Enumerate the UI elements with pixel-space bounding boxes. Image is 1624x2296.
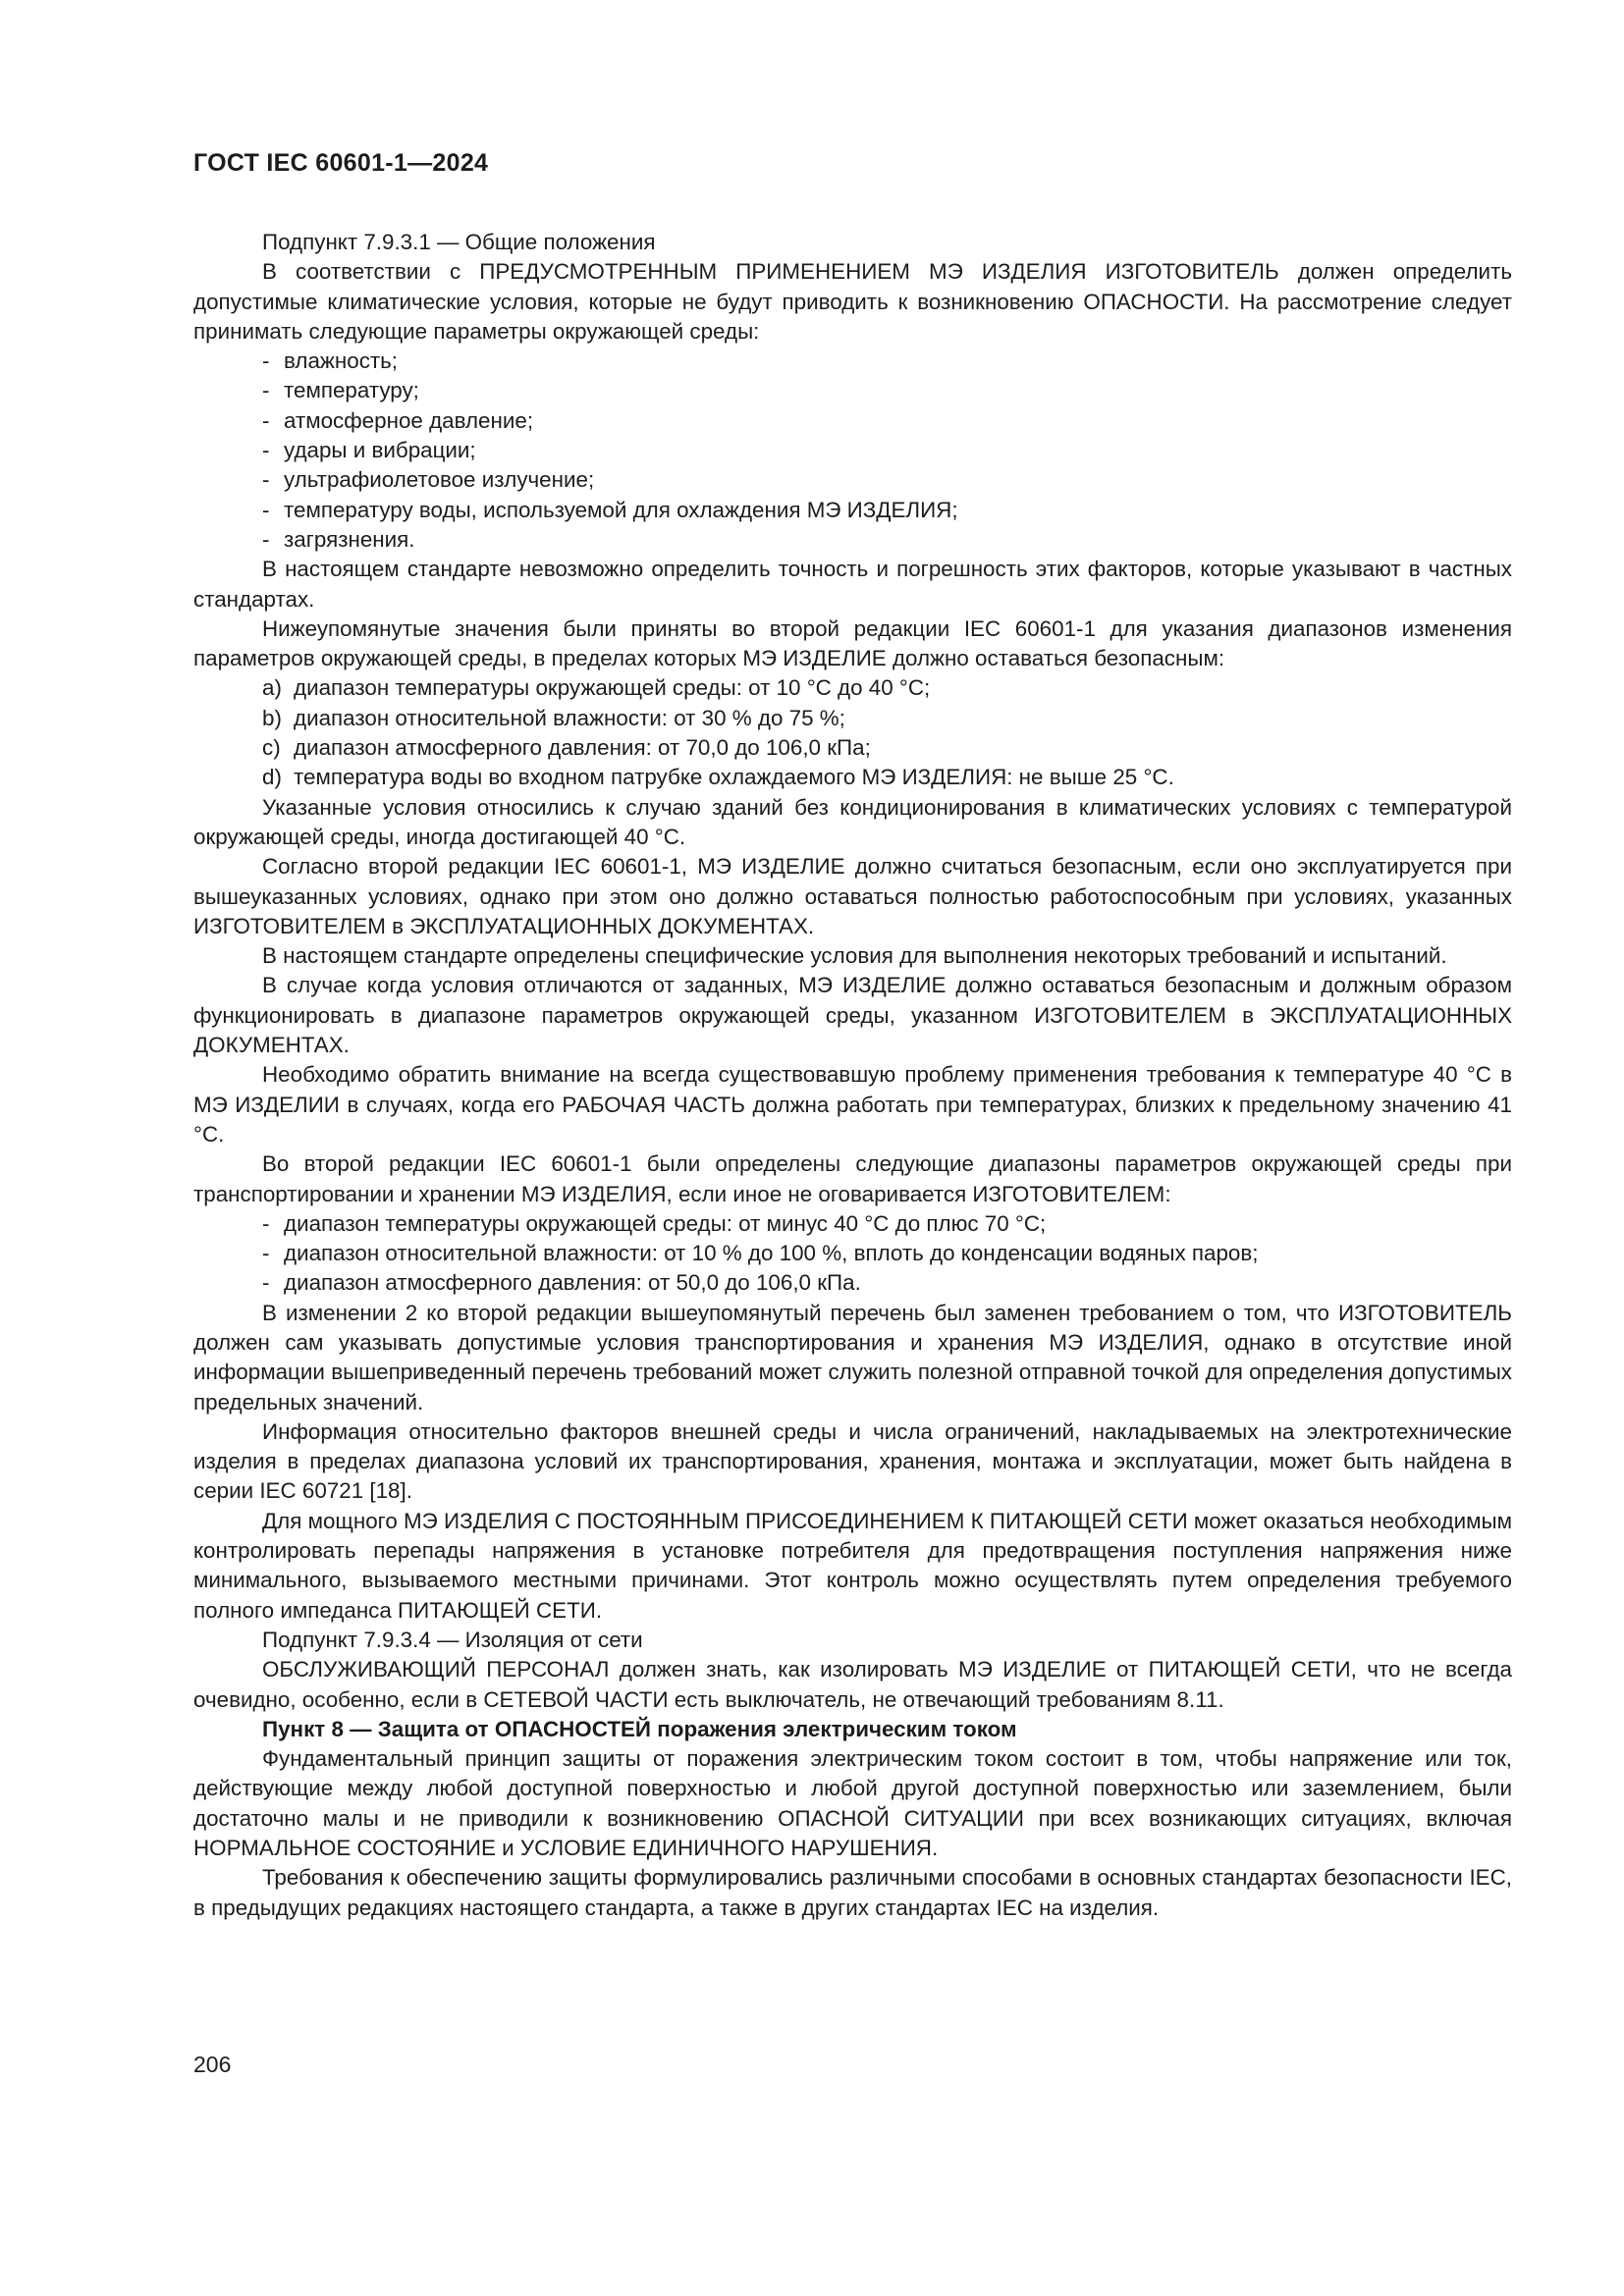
list-item-text: диапазон температуры окружающей среды: от 10 °C до 40 °C; bbox=[294, 675, 931, 701]
paragraph: Согласно второй редакции IEC 60601-1, МЭ ИЗДЕЛИЕ должно считаться безопасным, если оно эксплуатируется при вышеуказанных условиях, однако при этом оно должно оставаться полностью работоспособным при условиях, указанных ИЗГОТОВИТЕЛЕМ в ЭКСПЛУАТАЦИОННЫХ ДОКУМЕНТАХ. bbox=[193, 854, 1512, 938]
paragraph: ОБСЛУЖИВАЮЩИЙ ПЕРСОНАЛ должен знать, как изолировать МЭ ИЗДЕЛИЕ от ПИТАЮЩЕЙ СЕТИ, что не всегда очевидно, особенно, если в СЕТЕВОЙ ЧАСТИ есть выключатель, не отвечающий требованиям 8.11. bbox=[193, 1657, 1512, 1712]
list-item bbox=[262, 704, 1512, 733]
paragraph: В настоящем стандарте определены специфические условия для выполнения некоторых требований и испытаний. bbox=[262, 943, 1447, 969]
list-item-label: a) bbox=[262, 675, 282, 701]
paragraph: Требования к обеспечению защиты формулировались различными способами в основных стандартах безопасности IEC, в предыдущих редакциях настоящего стандарта, а также в других стандартах IEC на изделия. bbox=[193, 1865, 1512, 1920]
paragraph: В соответствии с ПРЕДУСМОТРЕННЫМ ПРИМЕНЕНИЕМ МЭ ИЗДЕЛИЯ ИЗГОТОВИТЕЛЬ должен определить допустимые климатические условия, которые не будут приводить к возникновению ОПАСНОСТИ. На рассмотрение следует принимать следующие параметры окружающей среды: bbox=[193, 259, 1512, 344]
lettered-list bbox=[193, 673, 1512, 792]
document-header: ГОСТ IEC 60601-1—2024 bbox=[193, 149, 489, 177]
paragraph: В изменении 2 ко второй редакции вышеупомянутый перечень был заменен требованием о том, что ИЗГОТОВИТЕЛЬ должен сам указывать допустимые условия транспортирования и хранения МЭ ИЗДЕЛИЯ, однако в отсутствие иной информации вышеприведенный перечень требований может служить полезной отправной точкой для определения допустимых предельных значений. bbox=[193, 1300, 1512, 1415]
list-item: - температуру; bbox=[262, 376, 1512, 405]
list-item bbox=[262, 733, 1512, 763]
list-item-text: диапазон относительной влажности: от 30 % до 75 %; bbox=[294, 705, 845, 730]
paragraph: Подпункт 7.9.3.4 — Изоляция от сети bbox=[262, 1627, 643, 1652]
list-item: - диапазон температуры окружающей среды: от минус 40 °C до плюс 70 °C; bbox=[262, 1209, 1512, 1239]
paragraph: Необходимо обратить внимание на всегда существовавшую проблему применения требования к температуре 40 °C в МЭ ИЗДЕЛИИ в случаях, когда его РАБОЧАЯ ЧАСТЬ должна работать при температурах, близких к предельному значению 41 °C. bbox=[193, 1062, 1512, 1147]
page-number: 206 bbox=[193, 2052, 232, 2077]
list-item: - влажность; bbox=[262, 347, 1512, 376]
section-heading: Пункт 8 — Защита от ОПАСНОСТЕЙ поражения электрическим током bbox=[262, 1716, 1017, 1741]
list-item-label: c) bbox=[262, 735, 281, 761]
list-item: - ультрафиолетовое излучение; bbox=[262, 465, 1512, 495]
list-item-label: b) bbox=[262, 705, 282, 730]
dash-list bbox=[193, 1209, 1512, 1299]
list-item: - температуру воды, используемой для охлаждения МЭ ИЗДЕЛИЯ; bbox=[262, 496, 1512, 525]
list-item-text: температура воды во входном патрубке охлаждаемого МЭ ИЗДЕЛИЯ: не выше 25 °C. bbox=[294, 765, 1174, 790]
paragraph: Фундаментальный принцип защиты от поражения электрическим током состоит в том, чтобы напряжение или ток, действующие между любой доступной поверхностью и любой другой доступной поверхностью или заземлением, были достаточно малы и не приводили к возникновению ОПАСНОЙ СИТУАЦИИ при всех возникающих ситуациях, включая НОРМАЛЬНОЕ СОСТОЯНИЕ и УСЛОВИЕ ЕДИНИЧНОГО НАРУШЕНИЯ. bbox=[193, 1746, 1512, 1861]
dash-list bbox=[193, 347, 1512, 555]
paragraph: Указанные условия относились к случаю зданий без кондиционирования в климатических условиях с температурой окружающей среды, иногда достигающей 40 °C. bbox=[193, 794, 1512, 849]
document-body bbox=[193, 228, 1512, 1923]
paragraph: Подпункт 7.9.3.1 — Общие положения bbox=[262, 230, 656, 254]
list-item-text: диапазон атмосферного давления: от 70,0 до 106,0 кПа; bbox=[294, 735, 871, 761]
paragraph: Нижеупомянутые значения были приняты во второй редакции IEC 60601-1 для указания диапазонов изменения параметров окружающей среды, в пределах которых МЭ ИЗДЕЛИЕ должно оставаться безопасным: bbox=[193, 615, 1512, 671]
list-item-label: d) bbox=[262, 765, 282, 790]
paragraph: Во второй редакции IEC 60601-1 были определены следующие диапазоны параметров окружающей среды при транспортировании и хранении МЭ ИЗДЕЛИЯ, если иное не оговаривается ИЗГОТОВИТЕЛЕМ: bbox=[193, 1151, 1512, 1206]
paragraph: Для мощного МЭ ИЗДЕЛИЯ С ПОСТОЯННЫМ ПРИСОЕДИНЕНИЕМ К ПИТАЮЩЕЙ СЕТИ может оказаться необходимым контролировать перепады напряжения в установке потребителя для предотвращения поступления напряжения ниже минимального, вызываемого местными причинами. Этот контроль можно осуществлять путем определения требуемого полного импеданса ПИТАЮЩЕЙ СЕТИ. bbox=[193, 1508, 1512, 1623]
list-item bbox=[262, 763, 1512, 792]
paragraph: В настоящем стандарте невозможно определить точность и погрешность этих факторов, которые указывают в частных стандартах. bbox=[193, 557, 1512, 612]
list-item: - загрязнения. bbox=[262, 525, 1512, 555]
list-item: - атмосферное давление; bbox=[262, 406, 1512, 436]
paragraph: Информация относительно факторов внешней среды и числа ограничений, накладываемых на электротехнические изделия в пределах диапазона условий их транспортирования, хранения, монтажа и эксплуатации, может быть найдена в серии IEC 60721 [18]. bbox=[193, 1418, 1512, 1504]
list-item bbox=[262, 673, 1512, 703]
paragraph: В случае когда условия отличаются от заданных, МЭ ИЗДЕЛИЕ должно оставаться безопасным и должным образом функционировать в диапазоне параметров окружающей среды, указанном ИЗГОТОВИТЕЛЕМ в ЭКСПЛУАТАЦИОННЫХ ДОКУМЕНТАХ. bbox=[193, 973, 1512, 1058]
list-item: - удары и вибрации; bbox=[262, 436, 1512, 465]
list-item: - диапазон атмосферного давления: от 50,0 до 106,0 кПа. bbox=[262, 1268, 1512, 1298]
list-item: - диапазон относительной влажности: от 10 % до 100 %, вплоть до конденсации водяных паров; bbox=[262, 1239, 1512, 1268]
